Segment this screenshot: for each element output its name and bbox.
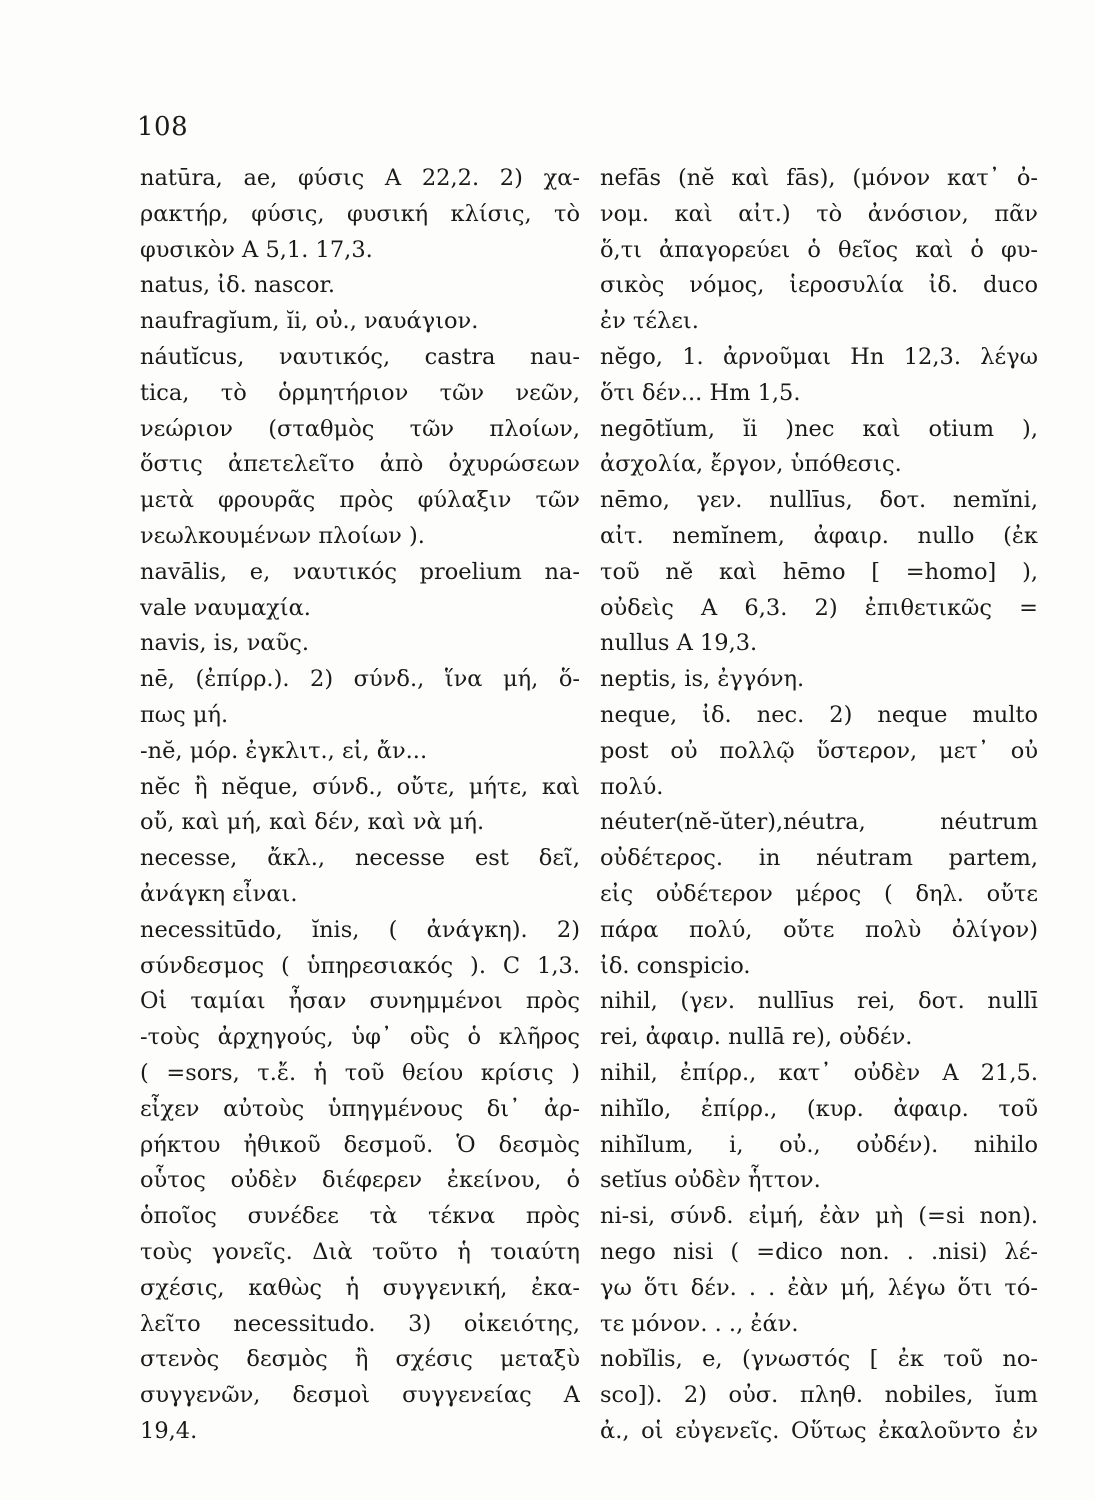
text-line: nē, (ἐπίρρ.). 2) σύνδ., ἵνα μή, ὅ- [140,666,580,693]
text-line: ἀσχολία, ἔργον, ὑπόθεσις. [600,451,902,478]
text-line: nefās (nĕ καὶ fās), (μόνον κατ᾽ ὀ- [600,165,1038,191]
text-line: nēmo, γεν. nullīus, δοτ. nemĭni, [600,487,1038,514]
text-line: σύνδεσμος ( ὑπηρεσιακός ). C 1,3. [140,952,580,979]
text-line: nĕc ἢ nĕque, σύνδ., οὔτε, μήτε, καὶ [140,773,580,800]
text-line: τοῦ nĕ καὶ hēmo [ =homo] ), [600,558,1038,585]
text-line: πως μή. [140,701,229,728]
text-line: 19,4. [140,1417,198,1444]
text-line: ρήκτου ἠθικοῦ δεσμοῦ. Ὁ δεσμὸς [140,1131,580,1158]
text-line: γω ὅτι δέν. . . ἐὰν μή, λέγω ὅτι τό- [600,1274,1038,1301]
text-line: σχέσις, καθὼς ἡ συγγενική, ἐκα- [140,1274,580,1301]
text-line: ἀ., οἱ εὐγενεῖς. Οὕτως ἐκαλοῦντο ἐν [600,1417,1038,1444]
text-line: vale ναυμαχία. [140,594,311,621]
text-line: náutĭcus, ναυτικός, castra nau- [140,343,580,370]
text-line: natūra, ae, φύσις Α 22,2. 2) χα- [140,165,580,191]
text-line: nego nisi ( =dico non. . .nisi) λέ- [600,1238,1038,1265]
text-line: navis, is, ναῦς. [140,630,310,657]
text-line: ὅτι δέν... Hm 1,5. [600,379,801,406]
text-line: ἀνάγκη εἶναι. [140,880,298,907]
text-line: nobĭlis, e, (γνωστός [ ἐκ τοῦ no- [600,1346,1038,1373]
text-line: natus, ἰδ. nascor. [140,272,335,299]
text-line: Οἱ ταμίαι ἦσαν συνημμένοι πρὸς [140,988,580,1015]
text-line: post οὐ πολλῷ ὕστερον, μετ᾽ οὐ [600,737,1038,764]
text-line: εἰς οὐδέτερον μέρος ( δηλ. οὔτε [600,880,1038,907]
text-line: nihĭlo, ἐπίρρ., (κυρ. ἀφαιρ. τοῦ [600,1095,1038,1122]
text-line: neptis, is, ἐγγόνη. [600,666,805,693]
text-line: τε μόνον. . ., ἐάν. [600,1310,799,1337]
text-line: sco]). 2) οὐσ. πληθ. nobiles, ĭum [600,1382,1038,1409]
text-line: οὐδέτερος. in néutram partem, [600,845,1038,872]
text-line: πάρα πολύ, οὔτε πολὺ ὀλίγον) [600,916,1038,943]
right-column [600,161,1038,1450]
text-line: nihĭlum, i, οὐ., οὐδέν). nihilo [600,1131,1038,1158]
text-line: οὗτος οὐδὲν διέφερεν ἐκείνου, ὁ [140,1167,580,1194]
text-line: ρακτήρ, φύσις, φυσική κλίσις, τὸ [140,200,580,227]
text-line: naufragĭum, ĭi, οὐ., ναυάγιον. [140,308,479,335]
text-line: σικὸς νόμος, ἱεροσυλία ἰδ. duco [600,272,1038,299]
text-line: εἶχεν αὐτοὺς ὑπηγμένους δι᾽ ἀρ- [140,1095,580,1122]
text-line: -nĕ, μόρ. ἐγκλιτ., εἰ, ἄν... [140,737,428,764]
text-line: necessitūdo, ĭnis, ( ἀνάγκη). 2) [140,916,580,943]
text-line: οὐδεὶς Α 6,3. 2) ἐπιθετικῶς = [600,594,1038,621]
text-line: νεώριον (σταθμὸς τῶν πλοίων, [140,415,580,442]
text-line: νομ. καὶ αἰτ.) τὸ ἀνόσιον, πᾶν [600,200,1038,227]
text-line: necesse, ἄκλ., necesse est δεῖ, [140,845,580,872]
text-line: nihil, ἐπίρρ., κατ᾽ οὐδὲν Α 21,5. [600,1059,1038,1086]
text-line: navālis, e, ναυτικός proelium na- [140,558,580,585]
page-number: 108 [137,112,189,142]
text-line: λεῖτο necessitudo. 3) οἰκειότης, [140,1310,580,1337]
text-line: οὔ, καὶ μή, καὶ δέν, καὶ νὰ μή. [140,809,485,836]
text-line: ἐν τέλει. [600,308,699,335]
left-column [140,161,580,1450]
text-line: μετὰ φρουρᾶς πρὸς φύλαξιν τῶν [140,487,580,514]
text-line: πολύ. [600,773,664,800]
text-line: nĕgo, 1. ἀρνοῦμαι Hn 12,3. λέγω [600,343,1038,370]
text-line: negōtĭum, ĭi )nec καὶ otium ), [600,415,1038,442]
text-line: tica, τὸ ὁρμητήριον τῶν νεῶν, [140,379,580,406]
text-line: neque, ἰδ. nec. 2) neque multo [600,701,1038,728]
text-line: setĭus οὐδὲν ἧττον. [600,1167,821,1194]
text-line: ( =sors, τ.ἔ. ἡ τοῦ θείου κρίσις ) [140,1059,580,1086]
text-line: néuter(nĕ-ŭter),néutra, néutrum [600,809,1038,836]
text-line: ἰδ. conspicio. [600,952,751,979]
text-line: ὅ,τι ἀπαγορεύει ὁ θεῖος καὶ ὁ φυ- [600,236,1038,263]
text-line: αἰτ. nemĭnem, ἀφαιρ. nullo (ἐκ [600,522,1038,549]
text-line: ni-si, σύνδ. εἰμή, ἐὰν μὴ (=si non). [600,1203,1038,1230]
text-line: ὁποῖος συνέδεε τὰ τέκνα πρὸς [140,1203,580,1230]
text-line: -τοὺς ἀρχηγούς, ὑφ᾽ οὓς ὁ κλῆρος [140,1024,580,1051]
text-line: rei, ἀφαιρ. nullā re), οὐδέν. [600,1024,913,1051]
text-line: νεωλκουμένων πλοίων ). [140,522,425,549]
text-line: τοὺς γονεῖς. Διὰ τοῦτο ἡ τοιαύτη [140,1238,580,1265]
text-line: nullus Α 19,3. [600,630,758,657]
text-line: στενὸς δεσμὸς ἢ σχέσις μεταξὺ [140,1346,580,1373]
text-line: φυσικὸν Α 5,1. 17,3. [140,236,373,263]
text-line: συγγενῶν, δεσμοὶ συγγενείας Α [140,1382,580,1409]
text-line: ὅστις ἀπετελεῖτο ἀπὸ ὀχυρώσεων [140,451,580,478]
text-line: nihil, (γεν. nullīus rei, δοτ. nullī [600,988,1038,1015]
